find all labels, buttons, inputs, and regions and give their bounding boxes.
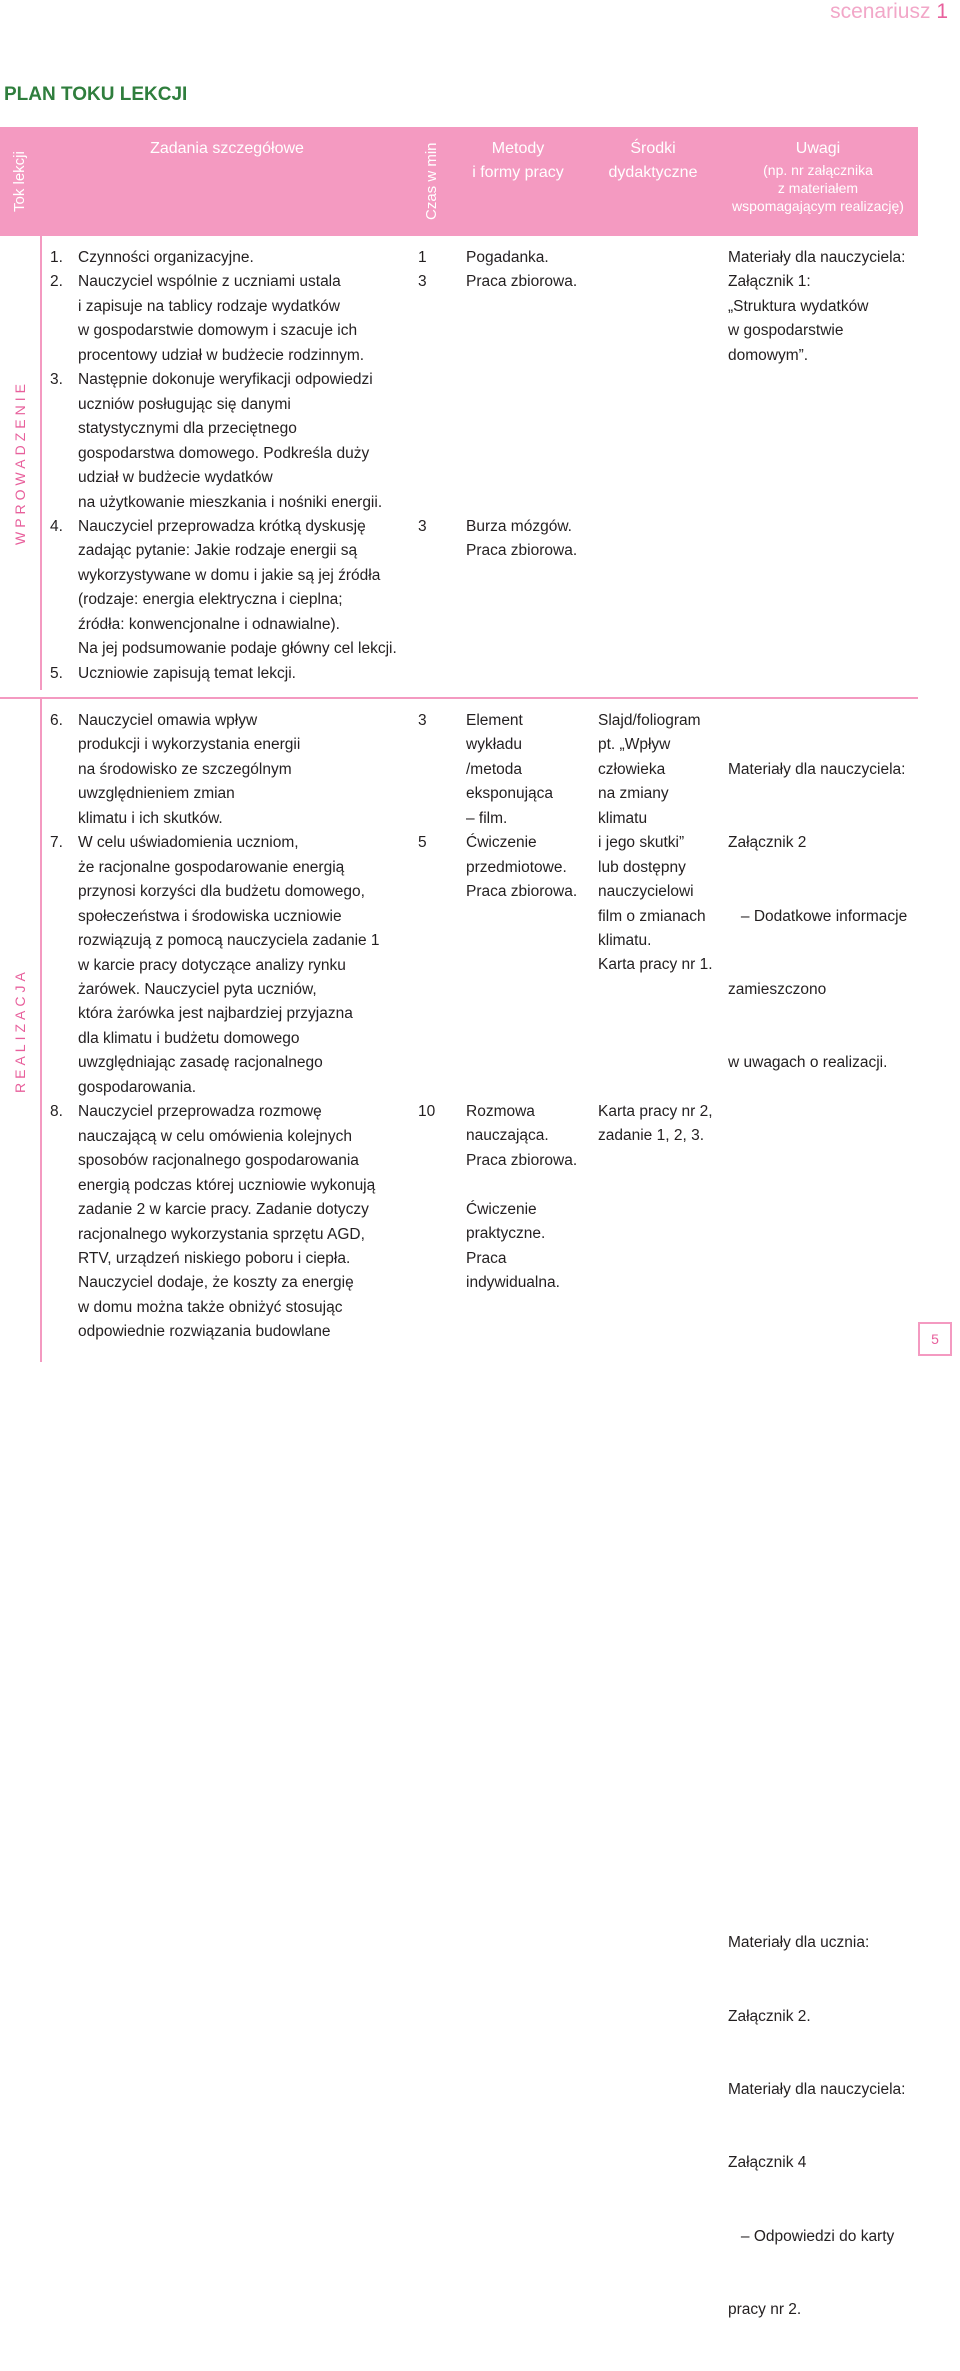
header-metody — [456, 137, 580, 185]
task-number: 3. — [50, 371, 63, 389]
minutes-value — [418, 733, 454, 757]
remark-line: Materiały dla ucznia: — [728, 1934, 870, 1952]
remark-line — [728, 1565, 918, 1589]
header-zadania — [42, 137, 412, 161]
remark-line: Materiały dla nauczyciela: — [728, 760, 906, 778]
remark-line: pracy nr 2. — [728, 2301, 802, 2319]
task-line: na użytkowanie mieszkania i nośniki energii. — [78, 493, 383, 511]
task-line: wykorzystywane w domu i jakie są jej źródła — [78, 566, 381, 584]
remark-line: Materiały dla nauczyciela: — [728, 2081, 906, 2099]
minutes-value — [418, 758, 454, 782]
task-line: Czynności organizacyjne. — [78, 249, 254, 266]
header-zadania-text: Zadania szczegółowe — [150, 140, 304, 157]
method-line — [466, 953, 588, 977]
task-item — [40, 368, 418, 515]
header-tok-lekcji: Tok lekcji — [11, 151, 28, 212]
method-line — [466, 393, 588, 417]
minutes-value — [418, 807, 454, 831]
task-line: (rodzaje: energia elektryczna i cieplna; — [78, 591, 343, 609]
method-line — [466, 319, 588, 343]
method-line: /metoda — [466, 760, 523, 778]
minutes-value — [418, 856, 454, 880]
minutes-value — [418, 905, 454, 929]
task-number: 7. — [50, 834, 63, 852]
method-line: Praca — [466, 1249, 507, 1267]
remark-line: zamieszczono — [728, 980, 827, 998]
minutes-value — [418, 929, 454, 953]
task-line: klimatu i ich skutków. — [78, 809, 223, 827]
task-line: dla klimatu i budżetu domowego — [78, 1029, 300, 1047]
task-line: że racjonalne gospodarowanie energią — [78, 858, 345, 876]
means-line: klimatu. — [598, 931, 652, 949]
header-srodki-line2: dydaktyczne — [608, 164, 698, 181]
section-wprowadzenie — [0, 236, 918, 690]
remark-line: – Dodatkowe informacje — [728, 907, 908, 925]
table-header — [0, 127, 918, 236]
header-metody-line1: Metody — [491, 140, 545, 157]
minutes-value: 3 — [418, 273, 427, 291]
tasks-realizacja — [40, 709, 418, 1345]
method-line — [466, 490, 588, 514]
means-line — [598, 1027, 722, 1051]
task-line: Uczniowie zapisują temat lekcji. — [78, 664, 296, 682]
task-line: Nauczyciel przeprowadza rozmowę — [78, 1103, 322, 1121]
methods-realizacja — [466, 709, 588, 1296]
remarks-wprowadzenie — [728, 246, 918, 368]
header-srodki — [588, 137, 718, 185]
minutes-value: 5 — [418, 834, 427, 852]
means-line: nauczycielowi — [598, 883, 694, 901]
task-line: Nauczyciel wspólnie z uczniami ustala — [78, 273, 341, 291]
method-line — [466, 978, 588, 1002]
means-line: klimatu — [598, 809, 648, 827]
method-line: indywidualna. — [466, 1274, 560, 1292]
task-line: produkcji i wykorzystania energii — [78, 736, 301, 754]
minutes-value — [418, 344, 454, 368]
minutes-value: 3 — [418, 712, 427, 729]
task-line: Na jej podsumowanie podaje główny cel lekcji. — [78, 640, 397, 658]
means-line: zadanie 1, 2, 3. — [598, 1127, 704, 1145]
header-uwagi — [718, 137, 918, 215]
means-line: Slajd/foliogram — [598, 712, 701, 729]
task-line: sposobów racjonalnego gospodarowania — [78, 1152, 359, 1170]
task-item — [40, 270, 418, 368]
minutes-value: 1 — [418, 249, 427, 266]
minutes-value: 10 — [418, 1103, 436, 1120]
method-line: Rozmowa — [466, 1103, 535, 1120]
minutes-value — [418, 490, 454, 514]
task-line: Nauczyciel przeprowadza krótką dyskusję — [78, 517, 366, 535]
method-line — [466, 1002, 588, 1026]
page-number: 5 — [918, 1322, 952, 1356]
task-line: procentowy udział w budżecie rodzinnym. — [78, 346, 365, 364]
remark-line — [728, 1125, 918, 1149]
method-line: wykładu — [466, 736, 522, 754]
means-line: lub dostępny — [598, 858, 686, 876]
minutes-wprowadzenie — [418, 246, 454, 539]
minutes-value — [418, 978, 454, 1002]
method-line — [466, 466, 588, 490]
task-line: uwzględniając zasadę racjonalnego — [78, 1054, 323, 1072]
task-line: statystycznymi dla przeciętnego — [78, 420, 297, 438]
method-line — [466, 442, 588, 466]
method-line — [466, 1173, 588, 1197]
remark-line: w uwagach o realizacji. — [728, 1054, 888, 1072]
remark-line — [728, 1638, 918, 1662]
task-line: odpowiednie rozwiązania budowlane — [78, 1323, 331, 1341]
minutes-value — [418, 1051, 454, 1075]
method-line: Element — [466, 712, 523, 729]
method-line: Burza mózgów. — [466, 517, 572, 535]
header-uwagi-line1: Uwagi — [795, 140, 841, 157]
remark-line: Załącznik 2 — [728, 834, 807, 852]
task-line: udział w budżecie wydatków — [78, 469, 273, 487]
task-line: przynosi korzyści dla budżetu domowego, — [78, 883, 365, 901]
minutes-value — [418, 1002, 454, 1026]
task-line: uczniów posługując się danymi — [78, 395, 291, 413]
task-line: zadanie 2 w karcie pracy. Zadanie dotyczy — [78, 1201, 369, 1219]
minutes-value — [418, 442, 454, 466]
task-number: 1. — [50, 249, 63, 266]
scenario-label — [830, 0, 948, 24]
task-line: uwzględnieniem zmian — [78, 785, 235, 803]
minutes-value — [418, 880, 454, 904]
remark-line — [728, 1345, 918, 1369]
minutes-value — [418, 368, 454, 392]
task-line: Nauczyciel omawia wpływ — [78, 712, 258, 729]
task-line: gospodarstwa domowego. Podkreśla duży — [78, 444, 370, 462]
method-line: przedmiotowe. — [466, 858, 567, 876]
task-item — [40, 515, 418, 662]
method-line: nauczająca. — [466, 1127, 549, 1145]
task-line: Następnie dokonuje weryfikacji odpowiedzi — [78, 371, 373, 389]
method-line — [466, 417, 588, 441]
remark-line: Załącznik 2. — [728, 2007, 811, 2025]
tasks-wprowadzenie — [40, 246, 418, 686]
method-line: Praca zbiorowa. — [466, 542, 578, 560]
header-uwagi-line3: z materiałem — [777, 180, 859, 196]
method-line: Pogadanka. — [466, 249, 549, 266]
minutes-value: 3 — [418, 517, 427, 535]
task-number: 8. — [50, 1103, 63, 1121]
method-line — [466, 344, 588, 368]
section-label-realizacja: REALIZACJA — [12, 968, 28, 1093]
method-line — [466, 1051, 588, 1075]
method-line — [466, 905, 588, 929]
methods-wprowadzenie — [466, 246, 588, 564]
minutes-value — [418, 953, 454, 977]
task-line: i zapisuje na tablicy rodzaje wydatków — [78, 297, 340, 315]
method-line: Praca zbiorowa. — [466, 273, 578, 291]
task-line: źródła: konwencjonalne i odnawialne). — [78, 615, 340, 633]
means-line: pt. „Wpływ — [598, 736, 671, 754]
task-line: gospodarowania. — [78, 1078, 197, 1096]
means-line — [598, 1076, 722, 1100]
task-line: rozwiązują z pomocą nauczyciela zadanie 1 — [78, 932, 380, 950]
method-line: – film. — [466, 809, 508, 827]
remark-line: – Odpowiedzi do karty — [728, 2227, 895, 2245]
task-number: 4. — [50, 517, 63, 535]
remark-line: Załącznik 1: — [728, 273, 811, 291]
task-line: w domu można także obniżyć stosując — [78, 1298, 343, 1316]
minutes-value — [418, 393, 454, 417]
minutes-value — [418, 782, 454, 806]
method-line — [466, 295, 588, 319]
remark-line — [728, 1491, 918, 1515]
method-line — [466, 1076, 588, 1100]
task-item — [40, 709, 418, 831]
task-line: Nauczyciel dodaje, że koszty za energię — [78, 1274, 354, 1292]
remark-line — [728, 1418, 918, 1442]
method-line — [466, 1027, 588, 1051]
remark-line — [728, 1198, 918, 1222]
method-line: Praca zbiorowa. — [466, 883, 578, 901]
minutes-value — [418, 1076, 454, 1100]
minutes-realizacja — [418, 709, 454, 1124]
task-item — [40, 662, 418, 686]
task-line: w karcie pracy dotyczące analizy rynku — [78, 956, 346, 974]
minutes-value — [418, 295, 454, 319]
scenario-number: 1 — [936, 0, 948, 23]
means-line: film o zmianach — [598, 907, 706, 925]
remark-line: Materiały dla nauczyciela: — [728, 249, 906, 266]
method-line — [466, 368, 588, 392]
task-number: 5. — [50, 664, 63, 682]
header-uwagi-line2: (np. nr załącznika — [763, 162, 873, 178]
means-line — [598, 1002, 722, 1026]
task-item — [40, 831, 418, 1100]
method-line: Ćwiczenie — [466, 1200, 537, 1218]
header-srodki-line1: Środki — [630, 140, 676, 157]
method-line: Praca zbiorowa. — [466, 1151, 578, 1169]
task-line: na środowisko ze szczególnym — [78, 760, 292, 778]
method-line: Ćwiczenie — [466, 834, 537, 852]
means-line — [598, 978, 722, 1002]
minutes-value — [418, 417, 454, 441]
minutes-value — [418, 1027, 454, 1051]
page-title: PLAN TOKU LEKCJI — [4, 84, 188, 105]
task-line: zadając pytanie: Jakie rodzaje energii są — [78, 542, 358, 560]
task-line: W celu uświadomienia uczniom, — [78, 834, 299, 852]
remark-line — [728, 1785, 918, 1809]
task-line: która żarówka jest najbardziej przyjazna — [78, 1005, 353, 1023]
method-line: praktyczne. — [466, 1225, 546, 1243]
section-label-wprowadzenie: WPROWADZENIE — [12, 380, 28, 546]
remark-line — [728, 1271, 918, 1295]
task-line: żarówek. Nauczyciel pyta uczniów, — [78, 980, 317, 998]
task-line: RTV, urządzeń niskiego poboru i ciepła. — [78, 1249, 351, 1267]
section-realizacja — [0, 699, 918, 2319]
task-item — [40, 246, 418, 270]
remark-line — [728, 1711, 918, 1735]
task-line: racjonalnego wykorzystania sprzętu AGD, — [78, 1225, 365, 1243]
remark-line — [728, 1858, 918, 1882]
task-line: energią podczas której uczniowie wykonują — [78, 1176, 376, 1194]
remark-line: Załącznik 4 — [728, 2154, 807, 2172]
method-line — [466, 929, 588, 953]
task-line: społeczeństwa i środowiska uczniowie — [78, 907, 342, 925]
header-uwagi-line4: wspomagającym realizację) — [732, 198, 904, 214]
header-metody-line2: i formy pracy — [472, 164, 564, 181]
means-line — [598, 1051, 722, 1075]
means-line: i jego skutki” — [598, 834, 685, 852]
remark-line: domowym”. — [728, 346, 809, 364]
task-item — [40, 1100, 418, 1345]
means-line: Karta pracy nr 2, — [598, 1103, 713, 1120]
means-line: człowieka — [598, 760, 666, 778]
task-number: 6. — [50, 712, 63, 729]
minutes-value — [418, 466, 454, 490]
means-line: na zmiany — [598, 785, 669, 803]
task-line: w gospodarstwie domowym i szacuje ich — [78, 322, 358, 340]
means-line: Karta pracy nr 1. — [598, 956, 713, 974]
task-line: nauczającą w celu omówienia kolejnych — [78, 1127, 352, 1145]
remark-line: „Struktura wydatków — [728, 297, 869, 315]
minutes-value — [418, 319, 454, 343]
remark-line: w gospodarstwie — [728, 322, 844, 340]
header-czas: Czas w min — [423, 142, 440, 221]
method-line: eksponująca — [466, 785, 554, 803]
means-realizacja — [598, 709, 722, 1149]
task-number: 2. — [50, 273, 63, 291]
scenario-prefix: scenariusz — [830, 0, 931, 23]
remarks-realizacja — [728, 709, 918, 2371]
